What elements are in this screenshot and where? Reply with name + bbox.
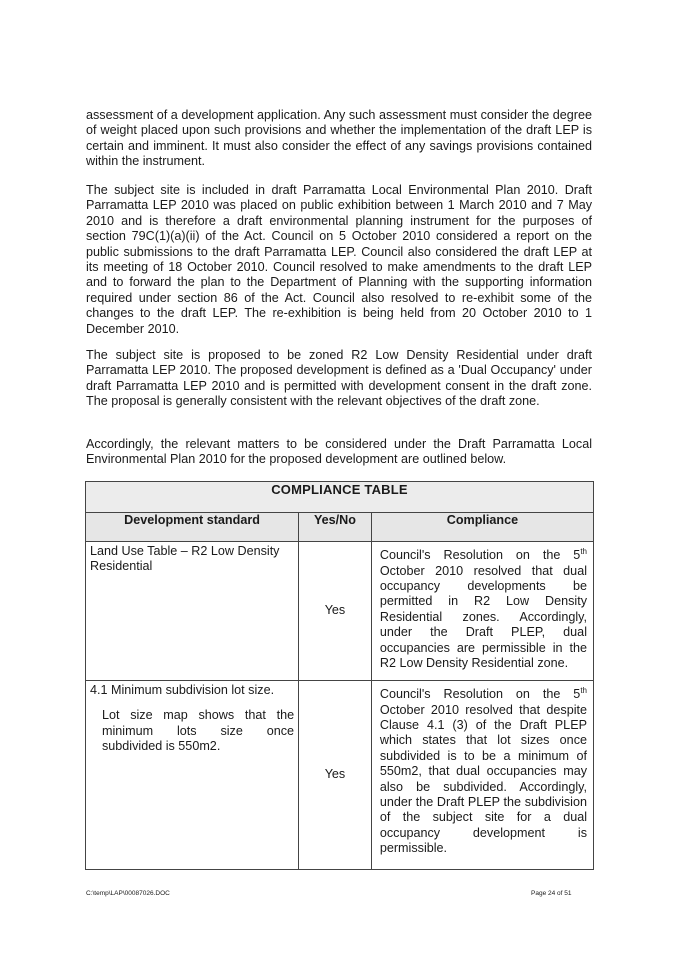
footer-file-path: C:\temp\LAP\00087026.DOC bbox=[86, 890, 170, 897]
header-compliance: Compliance bbox=[371, 513, 593, 542]
paragraph-relevant-matters: Accordingly, the relevant matters to be considered under the Draft Parramatta Local Environmental Plan 2010 for the proposed development are outlined below. bbox=[86, 437, 592, 467]
table-row bbox=[86, 542, 594, 681]
compliance-text-start: Council's Resolution on the 5 bbox=[379, 687, 581, 702]
paragraph-subject-site-draft-lep: The subject site is included in draft Parramatta Local Environmental Plan 2010. Draft Parramatta LEP 2010 was placed on public exhibition between 1 March 2010 and 7 May 2010 and is therefore a draft environmental planning instrument for the purposes of section 79C(1)(a)(ii) of the Act. Council on 5 October 2010 considered a report on the public submissions to the draft Parramatta LEP. Council also considered the draft LEP at its meeting of 18 October 2010. Council resolved to make amendments to the draft LEP and to forward the plan to the Department of Planning with the supporting information required under section 86 of the Act. Council also resolved to re-exhibit some of the changes to the draft LEP. The re-exhibition is being held from 20 October 2010 to 1 December 2010. bbox=[86, 183, 592, 336]
yes-no-cell: Yes bbox=[299, 681, 372, 870]
table-title-row bbox=[86, 482, 594, 513]
compliance-text-rest: October 2010 resolved that despite Clause 4.1 (3) of the Draft PLEP which states that lot sizes once subdivided is to be a minimum of 550m2, that dual occupancies may also be subdivided. Accordingly, under the Draft PLEP the subdivision of the subject site for a dual occupancy development is permissible. bbox=[379, 702, 587, 856]
table-title: COMPLIANCE TABLE bbox=[86, 482, 594, 513]
development-standard-cell bbox=[86, 681, 299, 870]
table-header-row bbox=[86, 513, 594, 542]
compliance-cell bbox=[371, 681, 593, 870]
yes-no-cell: Yes bbox=[299, 542, 372, 681]
header-development-standard: Development standard bbox=[86, 513, 299, 542]
ordinal-suffix: th bbox=[580, 547, 587, 556]
compliance-table bbox=[85, 481, 594, 870]
ordinal-suffix: th bbox=[580, 686, 587, 695]
paragraph-zoning: The subject site is proposed to be zoned R2 Low Density Residential under draft Parramatta LEP 2010. The proposed development is defined as a 'Dual Occupancy' under draft Parramatta LEP 2010 and is permitted with development consent in the draft zone. The proposal is generally consistent with the relevant objectives of the draft zone. bbox=[86, 348, 592, 409]
compliance-text-rest: October 2010 resolved that dual occupancy developments be permitted in R2 Low Density Residential zones. Accordingly, under the Draft PLEP, dual occupancies are permissible in the R2 Low Density Residential zone. bbox=[379, 563, 587, 671]
compliance-cell bbox=[371, 542, 593, 681]
development-standard-text: Land Use Table – R2 Low Density Residential bbox=[90, 544, 280, 574]
compliance-text-start: Council's Resolution on the 5 bbox=[379, 548, 581, 563]
development-standard-detail: Lot size map shows that the minimum lots size once subdivided is 550m2. bbox=[102, 708, 295, 754]
header-yes-no: Yes/No bbox=[299, 513, 372, 542]
development-standard-cell bbox=[86, 542, 299, 681]
paragraph-assessment: assessment of a development application. Any such assessment must consider the degree of weight placed upon such provisions and whether the implementation of the draft LEP is certain and imminent. It must also consider the effect of any savings provisions contained within the instrument. bbox=[86, 108, 592, 169]
footer-page-number: Page 24 of 51 bbox=[531, 890, 572, 897]
table-row bbox=[86, 681, 594, 870]
development-standard-text: 4.1 Minimum subdivision lot size. bbox=[90, 683, 275, 697]
